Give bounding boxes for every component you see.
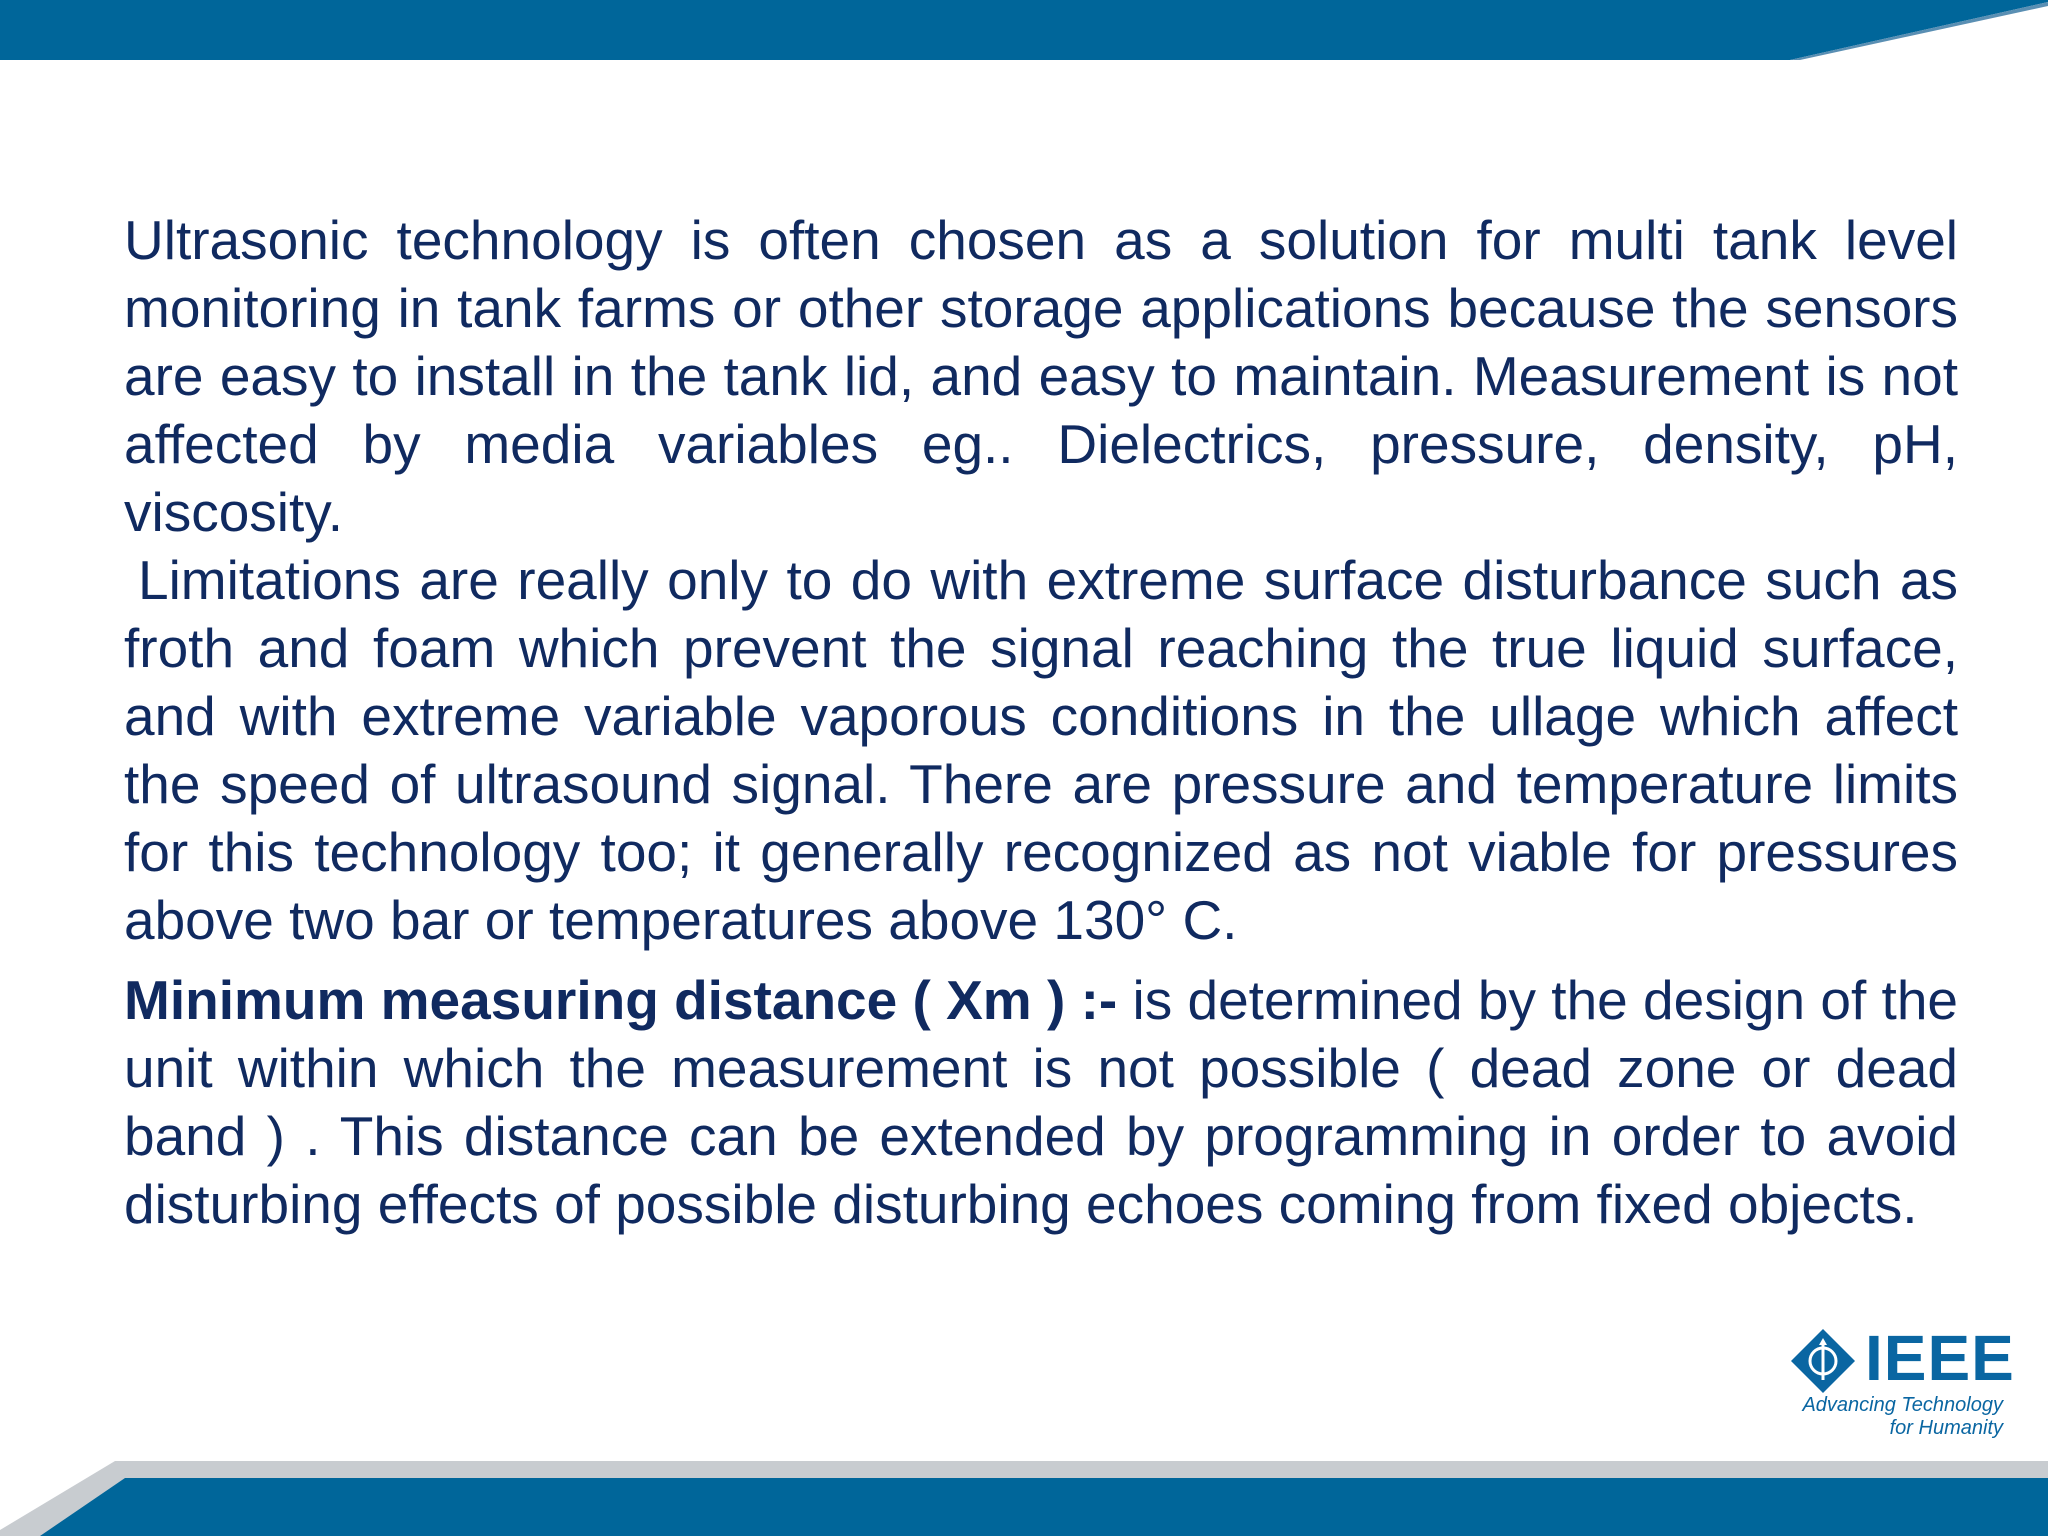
ieee-wordmark: IEEE [1865,1322,2015,1394]
top-banner [0,0,2048,70]
definition-minimum-measuring-distance: is determined by the design of the unit within which the measurement is not possible ( dead zone or dead band ) . This distance can be extended by programming in order to avoid disturbing effects of possible disturbing echoes coming from fixed objects. [124,969,1958,1235]
slide-body [124,206,1958,1238]
paragraph-minimum-distance [124,966,1958,1238]
ieee-logo [1788,1322,2015,1442]
paragraph-limitations: Limitations are really only to do with extreme surface disturbance such as froth and foam which prevent the signal reaching the true liquid surface, and with extreme variable vaporous conditions in the ullage which affect the speed of ultrasound signal. There are pressure and temperature limits for this technology too; it generally recognized as not viable for pressures above two bar or temperatures above 130° C. [124,549,1958,951]
paragraph-intro: Ultrasonic technology is often chosen as a solution for multi tank level monitoring in tank farms or other storage applications because the sensors are easy to install in the tank lid, and easy to maintain. Measurement is not affected by media variables eg.. Dielectrics, pressure, density, pH, viscosity. [124,209,1958,543]
tagline-line-2: for Humanity [1889,1417,2003,1439]
ieee-tagline [1802,1394,2003,1440]
ieee-diamond-icon [1790,1328,1856,1394]
term-minimum-measuring-distance: Minimum measuring distance ( Xm ) :- [124,969,1118,1031]
tagline-line-1: Advancing Technology [1802,1394,2003,1416]
